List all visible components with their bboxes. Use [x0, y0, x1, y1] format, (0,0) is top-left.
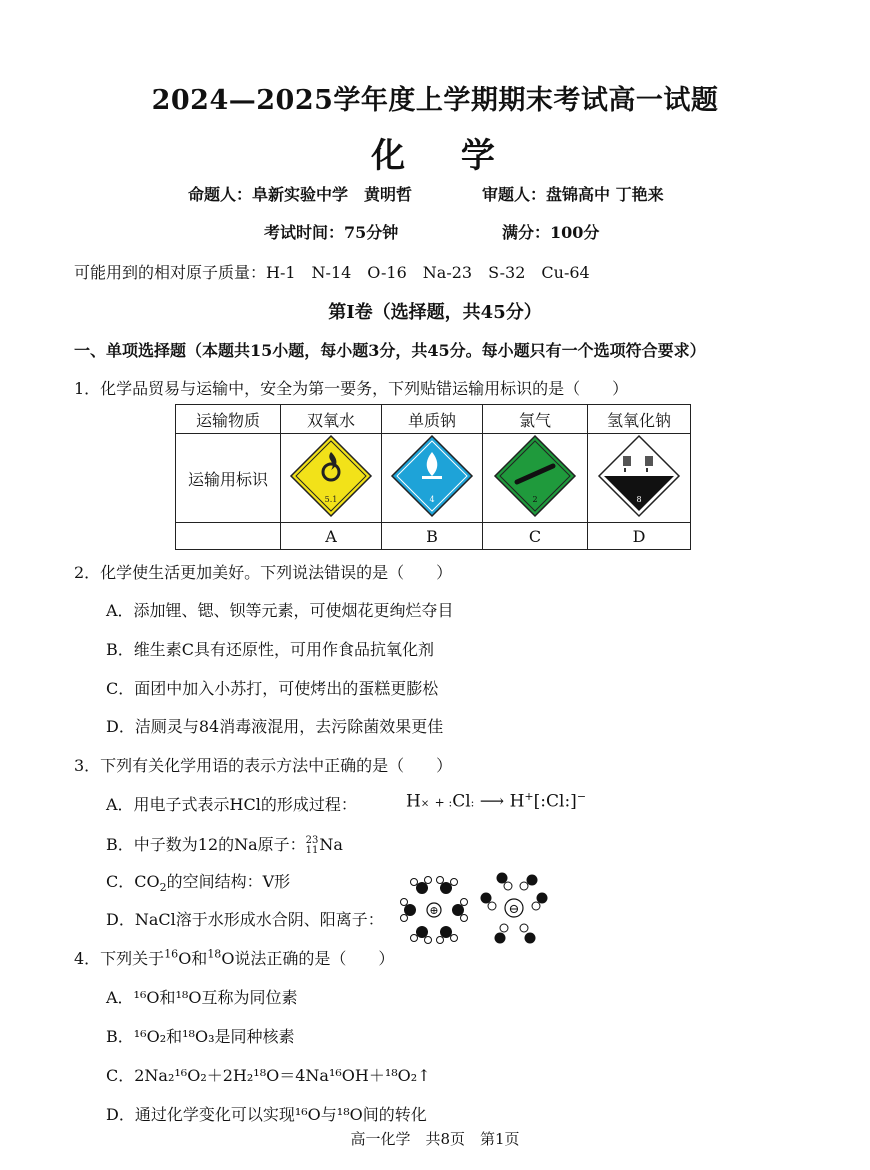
row-label-sign: 运输用标识: [176, 434, 281, 523]
question-4-stem: 4．下列关于$^{16}$O和$^{18}$O说法正确的是（ ）: [74, 947, 395, 968]
isotope-notation: 23 11: [305, 834, 319, 856]
hydrated-anion: [481, 873, 548, 944]
hydrated-ions-diagram: [396, 872, 556, 946]
question-4-option-c: C．2Na₂¹⁶O₂＋2H₂¹⁸O＝4Na¹⁶OH＋¹⁸O₂↑: [106, 1066, 431, 1085]
question-3-option-a: A．用电子式表示HCl的形成过程：: [106, 795, 357, 814]
question-2-stem: 2．化学使生活更加美好。下列说法错误的是（ ）: [74, 563, 453, 582]
corrosive-icon: [597, 434, 681, 518]
exam-score: 满分：100分: [502, 223, 600, 242]
hazard-sign-table: [175, 404, 691, 550]
choice-letter-c: C: [483, 523, 588, 550]
atomic-masses: 可能用到的相对原子质量：H-1 N-14 O-16 Na-23 S-32 Cu-64: [74, 263, 590, 282]
sign-number: 5.1: [324, 495, 338, 504]
oxidizer-sign: [281, 434, 382, 523]
substance-d: 氢氧化钠: [588, 405, 691, 434]
gas-sign: [483, 434, 588, 523]
hcl-electron-formula: H× + :Cl: ⟶ H+[:Cl:]−: [406, 790, 587, 812]
question-4-option-d: D．通过化学变化可以实现¹⁶O与¹⁸O间的转化: [106, 1105, 427, 1124]
exam-time: 考试时间：75分钟: [264, 223, 399, 242]
part-instructions: 一、单项选择题（本题共15小题，每小题3分，共45分。每小题只有一个选项符合要求）: [74, 341, 706, 360]
subject-title: 化 学: [371, 136, 517, 176]
question-1-stem: 1．化学品贸易与运输中，安全为第一要务，下列贴错运输用标识的是（ ）: [74, 379, 629, 398]
page-footer: 高一化学 共8页 第1页: [350, 1130, 520, 1148]
compressed-gas-icon: [493, 434, 577, 518]
question-3-option-d: D．NaCl溶于水形成水合阴、阳离子：: [106, 910, 384, 929]
flammable-solid-icon: [390, 434, 474, 518]
svg-text:⊖: ⊖: [508, 902, 520, 917]
question-2-option-d: D．洁厕灵与84消毒液混用，去污除菌效果更佳: [106, 717, 444, 736]
flammable-sign: [382, 434, 483, 523]
choice-letter-a: A: [281, 523, 382, 550]
author: 命题人：阜新实验中学 黄明哲: [188, 185, 413, 204]
question-3-stem: 3．下列有关化学用语的表示方法中正确的是（ ）: [74, 756, 453, 775]
corrosive-sign: [588, 434, 691, 523]
svg-text:⊕: ⊕: [429, 904, 439, 917]
choice-letter-d: D: [588, 523, 691, 550]
substance-c: 氯气: [483, 405, 588, 434]
sign-number: 2: [532, 495, 538, 504]
question-2-option-c: C．面团中加入小苏打，可使烤出的蛋糕更膨松: [106, 679, 439, 698]
substance-b: 单质钠: [382, 405, 483, 434]
question-3-option-c: C．$CO_2$的空间结构：V形: [106, 872, 291, 895]
exam-title: 2024—2025学年度上学期期末考试高一试题: [151, 85, 719, 116]
hydrated-cation: [401, 877, 468, 944]
question-2-option-a: A．添加锂、锶、钡等元素，可使烟花更绚烂夺目: [106, 601, 454, 620]
question-4-option-a: A．¹⁶O和¹⁸O互称为同位素: [106, 988, 298, 1007]
oxidizer-icon: [289, 434, 373, 518]
question-4-option-b: B．¹⁶O₂和¹⁸O₃是同种核素: [106, 1027, 295, 1046]
choice-letter-b: B: [382, 523, 483, 550]
blank-cell: [176, 523, 281, 550]
substance-a: 双氧水: [281, 405, 382, 434]
reviewer: 审题人：盘锦高中 丁艳来: [482, 185, 664, 204]
question-3-option-b: B．中子数为12的Na原子： 23 11 Na: [106, 834, 343, 856]
sign-number: 4: [429, 495, 435, 504]
row-label-substance: 运输物质: [176, 405, 281, 434]
question-2-option-b: B．维生素C具有还原性，可用作食品抗氧化剂: [106, 640, 435, 659]
section-title: 第Ⅰ卷（选择题，共45分）: [328, 302, 542, 323]
sign-number: 8: [636, 495, 642, 504]
